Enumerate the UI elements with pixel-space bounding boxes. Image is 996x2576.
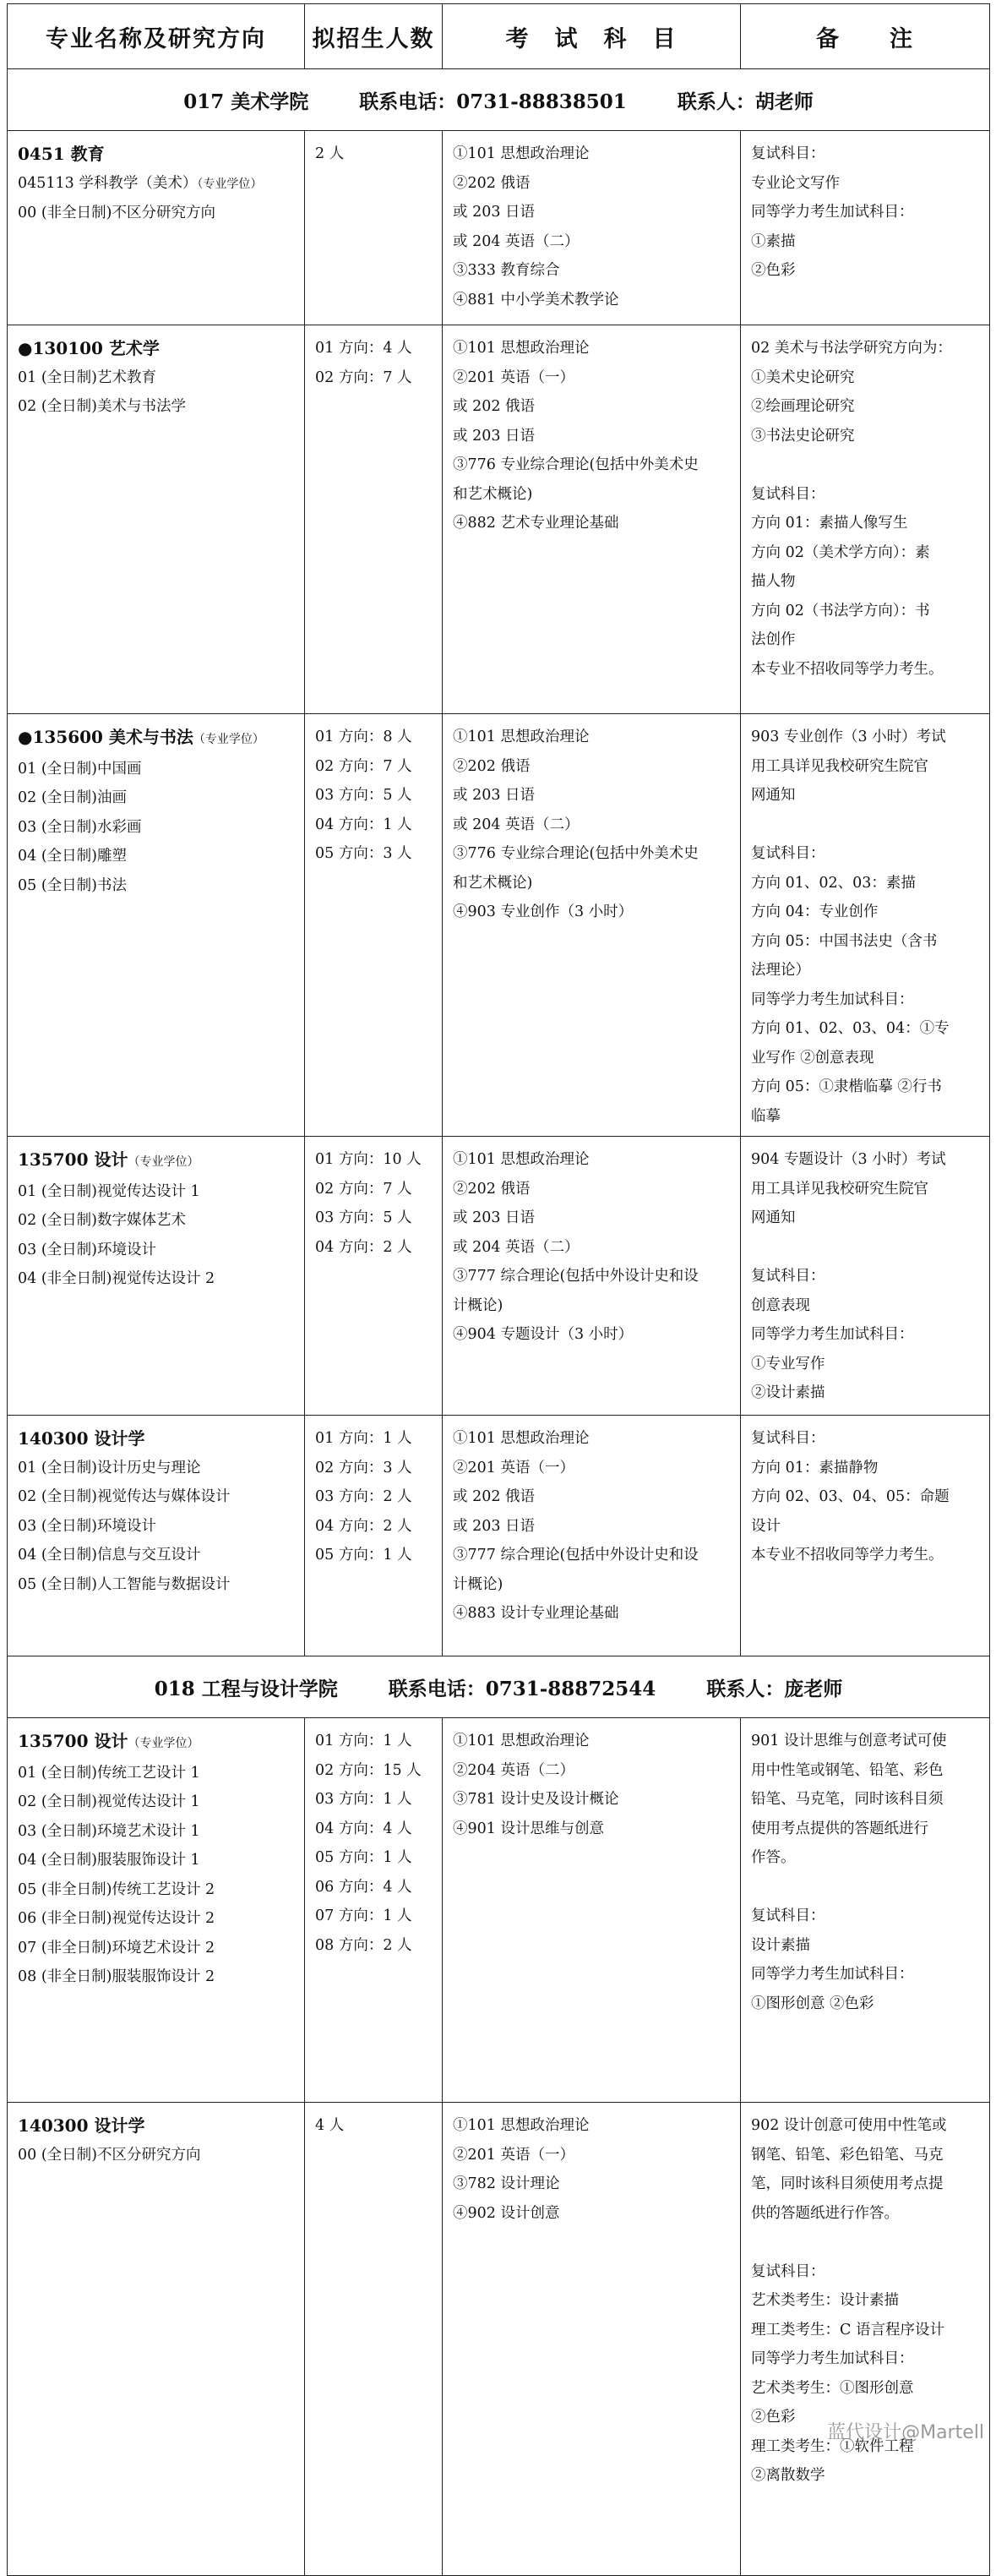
exam-subject: ④881 中小学美术教学论 [453,291,619,308]
exam-subject: ③777 综合理论(包括中外设计史和设 [453,1268,699,1285]
research-direction [18,1787,296,1817]
remark-line: 方向 02、03、04、05：命题 [751,1488,950,1505]
research-direction [18,783,296,813]
direction-text: 05 (非全日制)传统工艺设计 2 [18,1880,215,1898]
exam-subject: ①101 思想政治理论 [453,729,590,745]
research-direction [18,871,296,901]
remark-line: ①美术史论研究 [751,368,855,386]
exam-cell-content [443,1416,740,1634]
direction-text: 02 (全日制)数字媒体艺术 [18,1212,186,1229]
direction-text: 02 (全日制)视觉传达与媒体设计 [18,1488,231,1505]
remark-line: 复试科目： [751,1907,825,1924]
exam-cell [443,1137,741,1416]
remark-line: 复试科目： [751,2262,825,2280]
major-content [8,714,304,905]
remark-line: 方向 05：①隶楷临摹 ②行书 [751,1078,942,1095]
exam-cell-content [443,714,740,932]
exam-subject: ④902 设计创意 [453,2204,560,2222]
research-direction [18,842,296,871]
exam-subject: ③777 综合理论(包括中外设计史和设 [453,1547,699,1564]
direction-text: 045113 学科教学（美术） [18,174,198,192]
quota-line: 08 方向：2 人 [315,1936,412,1954]
direction-text: 03 (全日制)水彩画 [18,818,142,836]
research-direction [18,1454,296,1483]
remark-line: 901 设计思维与创意考试可使 [751,1733,947,1749]
research-direction [18,1570,296,1600]
exam-subject: ③776 专业综合理论(包括中外美术史 [453,845,699,862]
remark-line: 描人物 [751,573,796,590]
header-exams: 考 试 科 目 [443,4,741,69]
school-row [8,1656,990,1718]
major-content [8,131,304,233]
quota-cell-content [305,131,442,174]
direction-text: 04 (全日制)服装服饰设计 1 [18,1852,200,1869]
quota-line: 03 方向：5 人 [315,787,412,804]
remark-line: 02 美术与书法学研究方向为： [751,340,952,357]
remark-cell [741,714,990,1137]
quota-cell [305,2103,443,2576]
remark-cell [741,325,990,714]
major-cell [8,131,305,325]
school-contact: 联系人：胡老师 [677,90,814,113]
exam-subject: 或 203 日语 [453,1209,536,1226]
exam-subject: 计概论) [453,1575,503,1593]
quota-line: 01 方向：1 人 [315,1430,412,1447]
remark-line: 设计 [751,1517,781,1535]
major-content [8,2103,304,2175]
major-title [18,334,296,363]
remark-cell-content [741,714,989,1136]
research-direction [18,1512,296,1542]
remark-line: 法创作 [751,631,796,648]
direction-text: 04 (全日制)雕塑 [18,848,127,865]
direction-text: 01 (全日制)艺术教育 [18,368,156,386]
major-title [18,1424,296,1454]
header-major: 专业名称及研究方向 [8,4,305,69]
direction-text: 02 (全日制)油画 [18,789,127,806]
remark-line: 方向 01、02、03、04：①专 [751,1020,950,1037]
quota-line: 06 方向：4 人 [315,1878,412,1896]
remark-line: 用工具详见我校研究生院官 [751,1180,928,1198]
remark-line: 本专业不招收同等学力考生。 [751,1547,944,1564]
exam-cell [443,714,741,1137]
direction-text: 07 (非全日制)环境艺术设计 2 [18,1939,215,1957]
major-row [8,1416,990,1656]
school-name: 018 工程与设计学院 [154,1677,338,1700]
exam-subject: 计概论) [453,1296,503,1314]
remark-line: ①素描 [751,232,796,250]
quota-cell [305,1416,443,1656]
exam-subject: ③782 设计理论 [453,2175,560,2192]
exam-subject: ③333 教育综合 [453,262,560,279]
remark-line: 作答。 [751,1849,796,1866]
major-row [8,325,990,714]
remark-cell [741,2103,990,2576]
quota-cell-content [305,325,442,397]
research-direction [18,169,296,199]
research-direction [18,1264,296,1294]
exam-subject: 或 204 英语（二） [453,1238,580,1256]
major-cell [8,1137,305,1416]
quota-cell [305,714,443,1137]
remark-line [751,1873,981,1902]
quota-cell [305,1137,443,1416]
remark-cell-content [741,1137,989,1413]
remark-line: 复试科目： [751,845,825,862]
major-title [18,2111,296,2141]
remark-line: 方向 01、02、03：素描 [751,874,916,892]
watermark-signature: 蓝代设计@Martell [827,2422,984,2443]
major-title [18,1727,296,1759]
quota-line: 04 方向：1 人 [315,816,412,833]
remark-line: 艺术类考生：①图形创意 [751,2379,914,2397]
remark-line: ②色彩 [751,262,796,279]
header-remarks: 备 注 [741,4,990,69]
research-direction [18,1177,296,1207]
exam-subject: 或 202 俄语 [453,398,536,415]
major-title-text: 140300 设计学 [18,2115,145,2136]
major-content [8,1718,304,1997]
remark-line: 网通知 [751,787,796,804]
direction-text: 00 (非全日制)不区分研究方向 [18,205,215,221]
exam-cell [443,2103,741,2576]
exam-subject: ②204 英语（二） [453,1761,574,1779]
exam-subject: ②201 英语（一） [453,2146,574,2164]
exam-subject: ③781 设计史及设计概论 [453,1791,619,1808]
research-direction [18,1482,296,1512]
remark-line: 业写作 ②创意表现 [751,1049,874,1067]
remark-line: 复试科目： [751,1268,825,1285]
exam-subject: ④903 专业创作（3 小时） [453,903,634,920]
quota-cell [305,1718,443,2103]
exam-subject: ②202 俄语 [453,174,531,192]
remark-line: 钢笔、铅笔、彩色铅笔、马克 [751,2146,944,2164]
exam-subject: 或 204 英语（二） [453,816,580,833]
major-degree-note: （专业学位） [193,733,264,746]
quota-line: 01 方向：10 人 [315,1151,422,1168]
exam-subject: ①101 思想政治理论 [453,1151,590,1168]
major-row [8,131,990,325]
quota-line: 2 人 [315,145,345,162]
major-content [8,325,304,427]
remark-line: 904 专题设计（3 小时）考试 [751,1151,946,1168]
remark-line: 同等学力考生加试科目： [751,2350,914,2367]
remark-line: ②色彩 [751,2409,796,2426]
quota-line: 04 方向：4 人 [315,1820,412,1837]
exam-subject: 或 203 日语 [453,427,536,445]
quota-line: 02 方向：7 人 [315,368,412,386]
remark-line: 同等学力考生加试科目： [751,991,914,1008]
school-phone: 联系电话：0731-88872544 [388,1677,656,1700]
exam-subject: ②201 英语（一） [453,1459,574,1476]
school-name: 017 美术学院 [183,90,309,113]
remark-line: 艺术类考生：设计素描 [751,2292,899,2309]
research-direction [18,1904,296,1934]
remark-line: 用中性笔或钢笔、铅笔、彩色 [751,1761,944,1779]
remark-cell [741,1137,990,1416]
quota-line: 01 方向：8 人 [315,729,412,745]
header-row [8,4,990,69]
exam-subject: 或 202 俄语 [453,1488,536,1505]
direction-text: 08 (非全日制)服装服饰设计 2 [18,1968,215,1985]
direction-note: （专业学位） [197,177,263,191]
remark-line: 同等学力考生加试科目： [751,204,914,221]
remark-line: 使用考点提供的答题纸进行 [751,1820,928,1837]
exam-cell [443,131,741,325]
exam-subject: 或 203 日语 [453,204,536,221]
exam-subject: 或 203 日语 [453,1517,536,1535]
major-content [8,1416,304,1604]
quota-line: 02 方向：7 人 [315,757,412,775]
exam-subject: ②202 俄语 [453,757,531,775]
remark-line: ②离散数学 [751,2467,825,2484]
quota-line: 04 方向：2 人 [315,1517,412,1535]
remark-line: 方向 02（美术学方向）：素 [751,543,930,561]
major-row [8,1718,990,2103]
research-direction [18,392,296,422]
remark-line: 创意表现 [751,1296,810,1314]
quota-cell-content [305,1718,442,1965]
major-cell [8,2103,305,2576]
direction-text: 01 (全日制)传统工艺设计 1 [18,1764,200,1782]
research-direction [18,1817,296,1847]
research-direction [18,2141,296,2170]
direction-text: 02 (全日制)美术与书法学 [18,398,186,415]
remark-cell-content [741,325,989,689]
remark-line: 专业论文写作 [751,174,840,192]
remark-line: 902 设计创意可使用中性笔或 [751,2117,947,2134]
remark-line: 铅笔、马克笔，同时该科目须 [751,1791,944,1808]
quota-line: 04 方向：2 人 [315,1238,412,1256]
remark-cell-content [741,1416,989,1575]
exam-subject: ②202 俄语 [453,1180,531,1198]
school-contact: 联系人：庞老师 [706,1677,843,1700]
quota-line: 05 方向：3 人 [315,845,412,862]
remark-line: 供的答题纸进行作答。 [751,2204,899,2222]
remark-line: 本专业不招收同等学力考生。 [751,660,944,678]
quota-line: 03 方向：2 人 [315,1488,412,1505]
remark-cell-content [741,131,989,291]
major-title-text: 135700 设计 [18,1731,128,1751]
quota-cell-content [305,714,442,874]
quota-line: 02 方向：3 人 [315,1459,412,1476]
direction-text: 03 (全日制)环境艺术设计 1 [18,1822,200,1840]
major-cell [8,1416,305,1656]
remark-line: 复试科目： [751,1430,825,1447]
remark-cell [741,1718,990,2103]
remark-line: 方向 01：素描静物 [751,1459,879,1476]
major-content [8,1137,304,1299]
direction-text: 05 (全日制)书法 [18,876,127,894]
quota-cell-content [305,1416,442,1575]
exam-subject: ①101 思想政治理论 [453,2117,590,2134]
quota-cell-content [305,2103,442,2146]
major-title-text: ●130100 艺术学 [18,338,160,358]
remark-line [751,810,981,840]
quota-line: 05 方向：1 人 [315,1547,412,1564]
research-direction [18,1206,296,1236]
exam-subject: 和艺术概论) [453,485,533,503]
exam-subject: ①101 思想政治理论 [453,1733,590,1749]
remark-cell-content [741,1718,989,2023]
exam-subject: ④882 艺术专业理论基础 [453,515,619,532]
exam-subject: ③776 专业综合理论(包括中外美术史 [453,456,699,473]
major-degree-note: （专业学位） [128,1737,199,1750]
exam-subject: 和艺术概论) [453,874,533,892]
quota-line: 03 方向：5 人 [315,1209,412,1226]
exam-subject: ④904 专题设计（3 小时） [453,1326,634,1343]
school-header-cell [8,1656,990,1718]
exam-subject: ①101 思想政治理论 [453,1430,590,1447]
major-row [8,714,990,1137]
remark-cell [741,1416,990,1656]
exam-subject: 或 204 英语（二） [453,232,580,250]
direction-text: 06 (非全日制)视觉传达设计 2 [18,1910,215,1927]
school-row [8,69,990,131]
major-title-text: 135700 设计 [18,1149,128,1170]
direction-text: 01 (全日制)设计历史与理论 [18,1459,201,1476]
research-direction [18,813,296,843]
direction-text: 05 (全日制)人工智能与数据设计 [18,1575,231,1593]
major-title [18,1145,296,1177]
remark-line: 设计素描 [751,1936,810,1954]
quota-line: 05 方向：1 人 [315,1849,412,1866]
major-title-text: ●135600 美术与书法 [18,727,193,747]
direction-text: 02 (全日制)视觉传达设计 1 [18,1793,200,1810]
school-phone: 联系电话：0731-88838501 [359,90,627,113]
remark-line: 网通知 [751,1209,796,1226]
major-cell [8,1718,305,2103]
exam-cell [443,1718,741,2103]
remark-line: ①专业写作 [751,1355,825,1373]
research-direction [18,1875,296,1905]
remark-line: 临摹 [751,1107,781,1125]
major-degree-note: （专业学位） [128,1155,199,1169]
remark-line [751,1233,981,1263]
major-cell [8,325,305,714]
quota-cell [305,325,443,714]
research-direction [18,199,296,228]
remark-line: 理工类考生：C 语言程序设计 [751,2321,944,2339]
quota-cell [305,131,443,325]
research-direction [18,363,296,393]
remark-line: 法理论） [751,962,810,979]
direction-text: 04 (非全日制)视觉传达设计 2 [18,1270,215,1287]
direction-text: 03 (全日制)环境设计 [18,1241,156,1258]
direction-text: 04 (全日制)信息与交互设计 [18,1547,201,1564]
remark-line: 复试科目： [751,145,825,162]
remark-line: ②绘画理论研究 [751,398,855,415]
research-direction [18,1759,296,1788]
exam-subject: ②201 英语（一） [453,368,574,386]
remark-line: 同等学力考生加试科目： [751,1326,914,1343]
quota-line: 02 方向：15 人 [315,1761,422,1779]
major-title-text: 140300 设计学 [18,1428,145,1449]
remark-line: 方向 05：中国书法史（含书 [751,932,938,950]
exam-subject: 或 203 日语 [453,787,536,804]
header-quota: 拟招生人数 [305,4,443,69]
remark-line: 同等学力考生加试科目： [751,1966,914,1983]
remark-line: 笔，同时该科目须使用考点提 [751,2175,944,2192]
exam-cell-content [443,1718,740,1848]
remark-line: 903 专业创作（3 小时）考试 [751,729,946,745]
direction-text: 03 (全日制)环境设计 [18,1517,156,1535]
major-title [18,723,296,755]
remark-cell [741,131,990,325]
exam-subject: ①101 思想政治理论 [453,145,590,162]
remark-line [751,450,981,480]
quota-line: 01 方向：1 人 [315,1733,412,1749]
research-direction [18,1541,296,1570]
remark-line: ①图形创意 ②色彩 [751,1995,874,2012]
research-direction [18,1934,296,1963]
research-direction [18,1962,296,1992]
remark-line: 方向 02（书法学方向）：书 [751,602,930,619]
major-row [8,2103,990,2576]
admissions-table [7,3,990,2576]
exam-cell-content [443,131,740,319]
school-header-cell [8,69,990,131]
direction-text: 00 (全日制)不区分研究方向 [18,2146,201,2164]
exam-cell-content [443,1137,740,1355]
exam-subject: ①101 思想政治理论 [453,340,590,357]
quota-line: 03 方向：1 人 [315,1791,412,1808]
remark-line: ②设计素描 [751,1384,825,1401]
quota-cell-content [305,1137,442,1267]
remark-line: 理工类考生：①软件工程 [751,2437,914,2455]
research-direction [18,1846,296,1875]
remark-line [751,2228,981,2257]
major-cell [8,714,305,1137]
exam-subject: ④901 设计思维与创意 [453,1820,604,1837]
remark-line: 方向 01：素描人像写生 [751,515,908,532]
major-row [8,1137,990,1416]
major-title [18,139,296,169]
remark-line: 方向 04：专业创作 [751,903,879,920]
remark-line: 用工具详见我校研究生院官 [751,757,928,775]
exam-cell-content [443,2103,740,2233]
direction-text: 01 (全日制)中国画 [18,760,142,778]
major-title-text: 0451 教育 [18,144,105,164]
quota-line: 01 方向：4 人 [315,340,412,357]
research-direction [18,1236,296,1265]
remark-line: 复试科目： [751,485,825,503]
exam-cell [443,1416,741,1656]
exam-cell-content [443,325,740,543]
research-direction [18,755,296,784]
quota-line: 07 方向：1 人 [315,1907,412,1924]
remark-line: ③书法史论研究 [751,427,855,445]
exam-subject: ④883 设计专业理论基础 [453,1605,619,1622]
quota-line: 4 人 [315,2117,345,2134]
exam-cell [443,325,741,714]
quota-line: 02 方向：7 人 [315,1180,412,1198]
direction-text: 01 (全日制)视觉传达设计 1 [18,1182,200,1200]
